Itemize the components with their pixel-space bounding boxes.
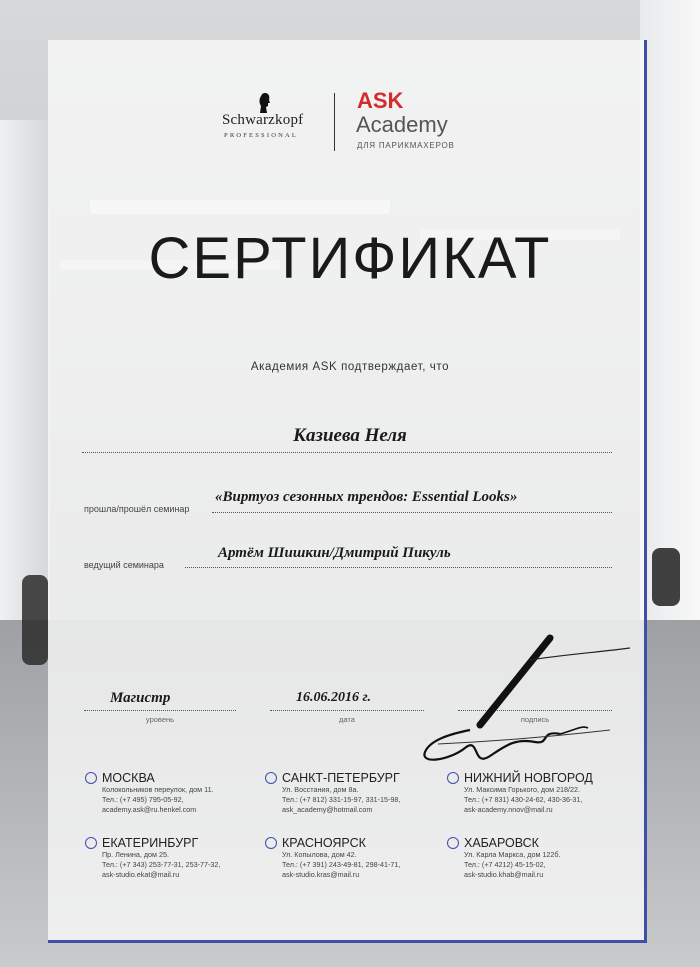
office-line: Тел.: (+7 495) 795-05-92, — [102, 795, 184, 805]
office-circle-icon — [265, 772, 277, 784]
office-line: Ул. Максима Горького, дом 218/22. — [464, 785, 581, 794]
office-city: МОСКВА — [102, 771, 155, 785]
lecturer-label: ведущий семинара — [84, 560, 164, 570]
office-moscow — [85, 771, 265, 816]
signature-caption: подпись — [520, 715, 550, 724]
academy-logo-text: Academy — [356, 112, 448, 137]
office-ekb — [85, 836, 265, 881]
office-line: Тел.: (+7 831) 430-24-62, 430-36-31, — [464, 795, 583, 805]
date-value: 16.06.2016 г. — [296, 690, 371, 705]
office-spb — [265, 771, 445, 816]
handwritten-signature — [410, 630, 640, 780]
frame-right — [644, 40, 647, 942]
office-circle-icon — [447, 837, 459, 849]
date-caption: дата — [339, 715, 355, 724]
level-caption: уровень — [145, 715, 175, 724]
office-line: ask_academy@hotmail.com — [282, 805, 373, 815]
background-chair-left — [22, 575, 48, 665]
level-dotted-line — [84, 710, 236, 711]
office-line: ask-studio.ekat@mail.ru — [102, 870, 180, 880]
office-line: Пр. Ленина, дом 25. — [102, 850, 169, 859]
office-circle-icon — [265, 837, 277, 849]
certificate-title: СЕРТИФИКАТ — [148, 226, 552, 291]
office-line: Тел.: (+7 812) 331-15-97, 331-15-98, — [282, 795, 401, 805]
office-line: ask-academy.nnov@mail.ru — [464, 805, 553, 815]
office-line: ask-studio.khab@mail.ru — [464, 870, 544, 880]
office-circle-icon — [85, 837, 97, 849]
office-line: academy.ask@ru.henkel.com — [102, 805, 197, 815]
seminar-label: прошла/прошёл семинар — [84, 504, 190, 514]
office-city: КРАСНОЯРСК — [282, 836, 366, 850]
office-circle-icon — [447, 772, 459, 784]
office-line: Ул. Копылова, дом 42. — [282, 850, 357, 859]
office-krasnoyarsk — [265, 836, 445, 881]
office-city: ХАБАРОВСК — [464, 836, 539, 850]
recipient-name: Казиева Неля — [293, 425, 407, 446]
office-line: Тел.: (+7 343) 253-77-31, 253-77-32, — [102, 860, 221, 870]
ask-logo-text: ASK — [357, 88, 404, 113]
schwarzkopf-logo-text: Schwarzkopf — [222, 112, 304, 128]
office-circle-icon — [85, 772, 97, 784]
academy-subtitle: ДЛЯ ПАРИКМАХЕРОВ — [357, 141, 455, 150]
logo-divider — [334, 93, 335, 151]
seminar-dotted-line — [212, 512, 612, 513]
office-line: Ул. Восстания, дом 8а. — [282, 785, 359, 794]
lecturer-dotted-line — [185, 567, 612, 568]
office-khabarovsk — [447, 836, 627, 881]
schwarzkopf-head-icon — [258, 92, 272, 114]
background-chair-right — [652, 548, 680, 606]
frame-bottom — [48, 940, 647, 943]
office-line: ask-studio.kras@mail.ru — [282, 870, 360, 880]
office-line: Тел.: (+7 391) 243-49-81, 298-41-71, — [282, 860, 401, 870]
office-line: Ул. Карла Маркса, дом 122б. — [464, 850, 561, 859]
office-city: ЕКАТЕРИНБУРГ — [102, 836, 199, 850]
office-line: Тел.: (+7 4212) 45-15-02, — [464, 860, 546, 870]
office-city: НИЖНИЙ НОВГОРОД — [464, 771, 593, 785]
office-line: Колокольников переулок, дом 11. — [102, 785, 214, 794]
date-dotted-line — [270, 710, 424, 711]
office-nnov — [447, 771, 627, 816]
seminar-value: «Виртуоз сезонных трендов: Essential Looks» — [215, 489, 518, 505]
lecturer-value: Артём Шишкин/Дмитрий Пикуль — [218, 545, 451, 561]
name-dotted-line — [82, 452, 612, 453]
level-value: Магистр — [110, 690, 171, 706]
confirm-text: Академия ASK подтверждает, что — [250, 361, 450, 373]
office-city: САНКТ-ПЕТЕРБУРГ — [282, 771, 400, 785]
professional-logo-text: PROFESSIONAL — [224, 132, 299, 139]
